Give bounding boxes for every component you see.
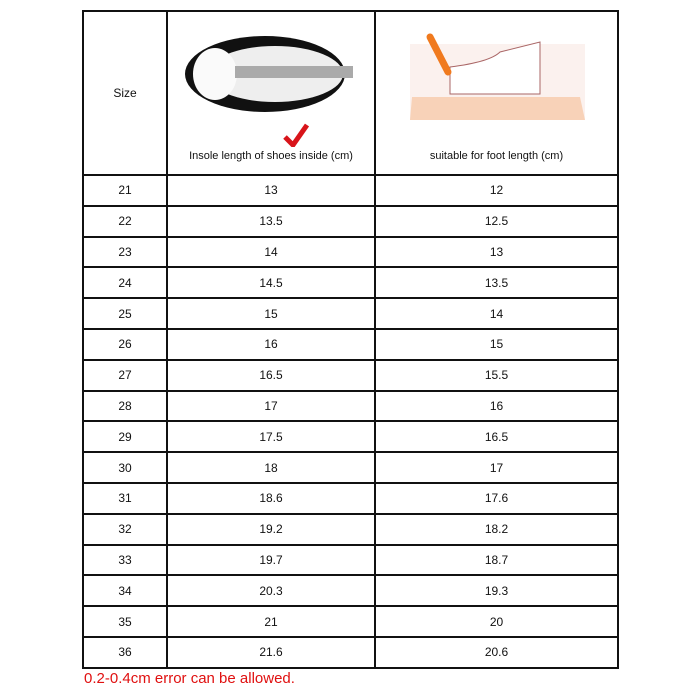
- table-row: [83, 637, 618, 668]
- size-cell: 33: [83, 545, 167, 576]
- table-row: [83, 514, 618, 545]
- table-row: [83, 421, 618, 452]
- size-chart-table: [82, 10, 619, 669]
- header-foot-label: suitable for foot length (cm): [429, 150, 564, 162]
- foot-cell: 17.6: [375, 483, 618, 514]
- foot-cell: 13.5: [375, 267, 618, 298]
- table-row: [83, 575, 618, 606]
- foot-cell: 13: [375, 237, 618, 268]
- size-cell: 35: [83, 606, 167, 637]
- foot-cell: 16: [375, 391, 618, 422]
- foot-cell: 15: [375, 329, 618, 360]
- insole-cell: 16.5: [167, 360, 375, 391]
- table-row: [83, 237, 618, 268]
- table-row: [83, 298, 618, 329]
- foot-measure-illustration: [400, 32, 590, 132]
- insole-cell: 21.6: [167, 637, 375, 668]
- foot-cell: 15.5: [375, 360, 618, 391]
- table-row: [83, 606, 618, 637]
- header-foot: [375, 11, 618, 175]
- insole-cell: 18: [167, 452, 375, 483]
- foot-cell: 17: [375, 452, 618, 483]
- table-row: [83, 545, 618, 576]
- size-cell: 25: [83, 298, 167, 329]
- size-cell: 29: [83, 421, 167, 452]
- shoe-insole-photo: [180, 22, 360, 147]
- insole-cell: 14.5: [167, 267, 375, 298]
- size-cell: 24: [83, 267, 167, 298]
- insole-cell: 14: [167, 237, 375, 268]
- foot-cell: 14: [375, 298, 618, 329]
- insole-cell: 18.6: [167, 483, 375, 514]
- table-row: [83, 175, 618, 206]
- header-size: Size: [83, 11, 167, 175]
- size-cell: 34: [83, 575, 167, 606]
- insole-cell: 21: [167, 606, 375, 637]
- table-row: [83, 452, 618, 483]
- foot-cell: 20: [375, 606, 618, 637]
- table-row: [83, 391, 618, 422]
- foot-cell: 12.5: [375, 206, 618, 237]
- size-cell: 31: [83, 483, 167, 514]
- insole-cell: 15: [167, 298, 375, 329]
- header-row: [83, 11, 618, 175]
- insole-cell: 17.5: [167, 421, 375, 452]
- insole-cell: 13: [167, 175, 375, 206]
- size-cell: 27: [83, 360, 167, 391]
- foot-cell: 12: [375, 175, 618, 206]
- foot-cell: 19.3: [375, 575, 618, 606]
- insole-cell: 16: [167, 329, 375, 360]
- insole-cell: 13.5: [167, 206, 375, 237]
- insole-cell: 20.3: [167, 575, 375, 606]
- size-cell: 23: [83, 237, 167, 268]
- size-cell: 30: [83, 452, 167, 483]
- table-row: [83, 483, 618, 514]
- size-cell: 21: [83, 175, 167, 206]
- table-row: [83, 329, 618, 360]
- size-cell: 26: [83, 329, 167, 360]
- header-insole-label: Insole length of shoes inside (cm): [189, 150, 353, 162]
- table-row: [83, 360, 618, 391]
- insole-cell: 17: [167, 391, 375, 422]
- table-row: [83, 267, 618, 298]
- foot-cell: 18.7: [375, 545, 618, 576]
- size-cell: 36: [83, 637, 167, 668]
- foot-cell: 18.2: [375, 514, 618, 545]
- foot-cell: 20.6: [375, 637, 618, 668]
- foot-cell: 16.5: [375, 421, 618, 452]
- size-cell: 22: [83, 206, 167, 237]
- insole-cell: 19.7: [167, 545, 375, 576]
- insole-cell: 19.2: [167, 514, 375, 545]
- size-cell: 32: [83, 514, 167, 545]
- table-row: [83, 206, 618, 237]
- tolerance-note: 0.2-0.4cm error can be allowed.: [84, 670, 295, 687]
- header-insole: [167, 11, 375, 175]
- size-cell: 28: [83, 391, 167, 422]
